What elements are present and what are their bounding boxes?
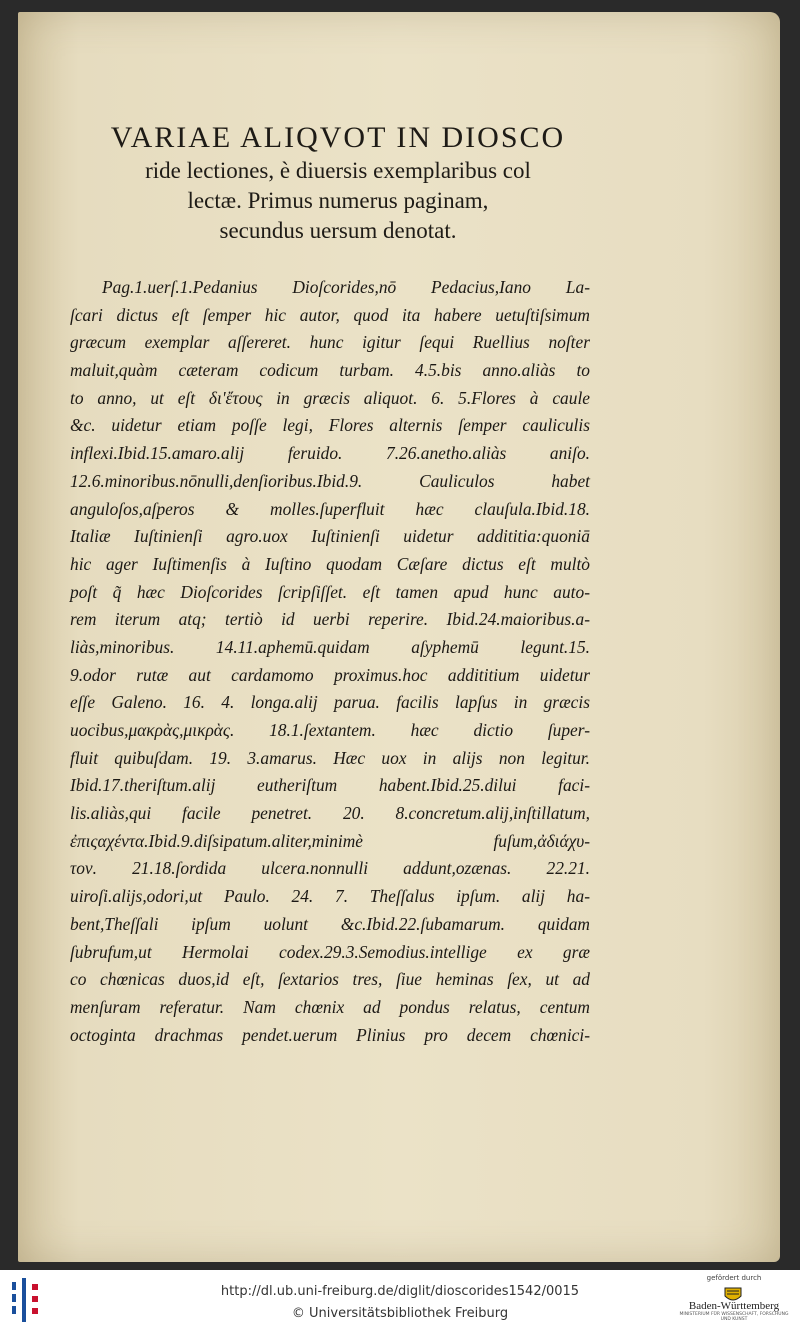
document-url-link[interactable]: http://dl.ub.uni-freiburg.de/diglit/dioscorides1542/0015 xyxy=(220,1284,580,1299)
copyright-text: © Universitätsbibliothek Freiburg xyxy=(291,1306,509,1321)
text-line: octoginta drachmas pendet.uerum Plinius pro decem chœnici- xyxy=(70,1024,590,1045)
text-line: poſt q̃ hæc Dioſcorides ſcripſiſſet. eſt tamen apud hunc auto- xyxy=(70,581,590,602)
heading-line-2: ride lectiones, è diuersis exemplaribus col xyxy=(145,158,531,183)
text-line: Pag.1.uerſ.1.Pedanius Dioſcorides,nō Pedacius,Iano La- xyxy=(102,277,590,297)
text-line: to anno, ut eſt δι'ἔτους in græcis aliquot. 6. 5.Flores à caule xyxy=(70,387,590,408)
viewer-footer xyxy=(0,1270,800,1329)
heading-line-4: secundus uersum denotat. xyxy=(219,218,457,243)
sponsor-label: gefördert durch xyxy=(706,1274,762,1282)
coat-of-arms-icon xyxy=(720,1286,746,1304)
text-line: ſcari dictus eſt ſemper hic autor, quod ita habere uetuſtiſsimum xyxy=(70,304,590,325)
text-line: Italiæ Iuſtinienſi agro.uox Iuſtinienſi uidetur addititia:quoniā xyxy=(70,526,590,547)
sponsor-subtitle: MINISTERIUM FÜR WISSENSCHAFT, FORSCHUNG UND KUNST xyxy=(679,1312,789,1322)
text-line: 12.6.minoribus.nōnulli,denſioribus.Ibid.9. Cauliculos habet xyxy=(70,470,590,491)
text-line: græcum exemplar aſſereret. hunc igitur ſequi Ruellius noſter xyxy=(70,332,590,353)
sponsor-logo[interactable] xyxy=(674,1274,794,1322)
book-page xyxy=(18,12,780,1262)
text-line: anguloſos,aſperos & molles.ſuperfluit hæc clauſula.Ibid.18. xyxy=(70,498,590,519)
text-line: Ibid.17.theriſtum.alij eutheriſtum habent.Ibid.25.dilui faci- xyxy=(70,775,590,796)
text-line: uocibus,μακρὰς,μικρὰς. 18.1.ſextantem. hæc dictio ſuper- xyxy=(70,720,590,740)
text-line: co chœnicas duos,id eſt, ſextarios tres, ſiue heminas ſex, ut ad xyxy=(70,969,590,990)
text-line: inflexi.Ibid.15.amaro.alij feruido. 7.26.anetho.aliàs aniſo. xyxy=(70,443,590,464)
text-line: 9.odor rutæ aut cardamomo proximus.hoc addititium uidetur xyxy=(70,664,590,685)
text-line: fluit quibuſdam. 19. 3.amarus. Hæc uox in alijs non legitur. xyxy=(70,747,590,768)
text-line: menſuram referatur. Nam chœnix ad pondus relatus, centum xyxy=(70,996,590,1017)
sponsor-name: Baden-Württemberg xyxy=(688,1300,780,1312)
heading-line-1: VARIAE ALIQVOT IN DIOSCO xyxy=(110,121,566,154)
text-line: &c. uidetur etiam poſſe legi, Flores alternis ſemper cauliculis xyxy=(70,415,590,436)
text-line: bent,Theſſali ipſum uolunt &c.Ibid.22.ſubamarum. quidam xyxy=(70,913,590,934)
text-line: uiroſi.alijs,odori,ut Paulo. 24. 7. Theſſalus ipſum. alij ha- xyxy=(70,886,590,907)
text-line: ἐπιςαχέντα.Ibid.9.diſsipatum.aliter,minimè fuſum,ἀδιάχυ- xyxy=(70,830,590,851)
page-heading xyxy=(58,120,618,246)
text-line: eſſe Galeno. 16. 4. longa.alij parua. facilis lapſus in græcis xyxy=(70,692,590,713)
text-line: τον. 21.18.ſordida ulcera.nonnulli addunt,ozænas. 22.21. xyxy=(70,858,590,879)
heading-line-3: lectæ. Primus numerus paginam, xyxy=(187,188,489,213)
text-line: maluit,quàm cæteram codicum turbam. 4.5.bis anno.aliàs to xyxy=(70,360,590,381)
text-line: hic ager Iuſtimenſis à Iuſtino quodam Cæſare dictus eſt multò xyxy=(70,553,590,574)
text-line: lis.aliàs,qui facile penetret. 20. 8.concretum.alij,inſtillatum, xyxy=(70,803,590,824)
text-line: ſubrufum,ut Hermolai codex.29.3.Semodius.intellige ex græ xyxy=(70,941,590,962)
page-body-text xyxy=(70,274,590,1049)
text-line: liàs,minoribus. 14.11.aphemū.quidam aſyphemū legunt.15. xyxy=(70,636,590,657)
text-line: rem iterum atq; tertiò id uerbi reperire. Ibid.24.maioribus.a- xyxy=(70,609,590,630)
